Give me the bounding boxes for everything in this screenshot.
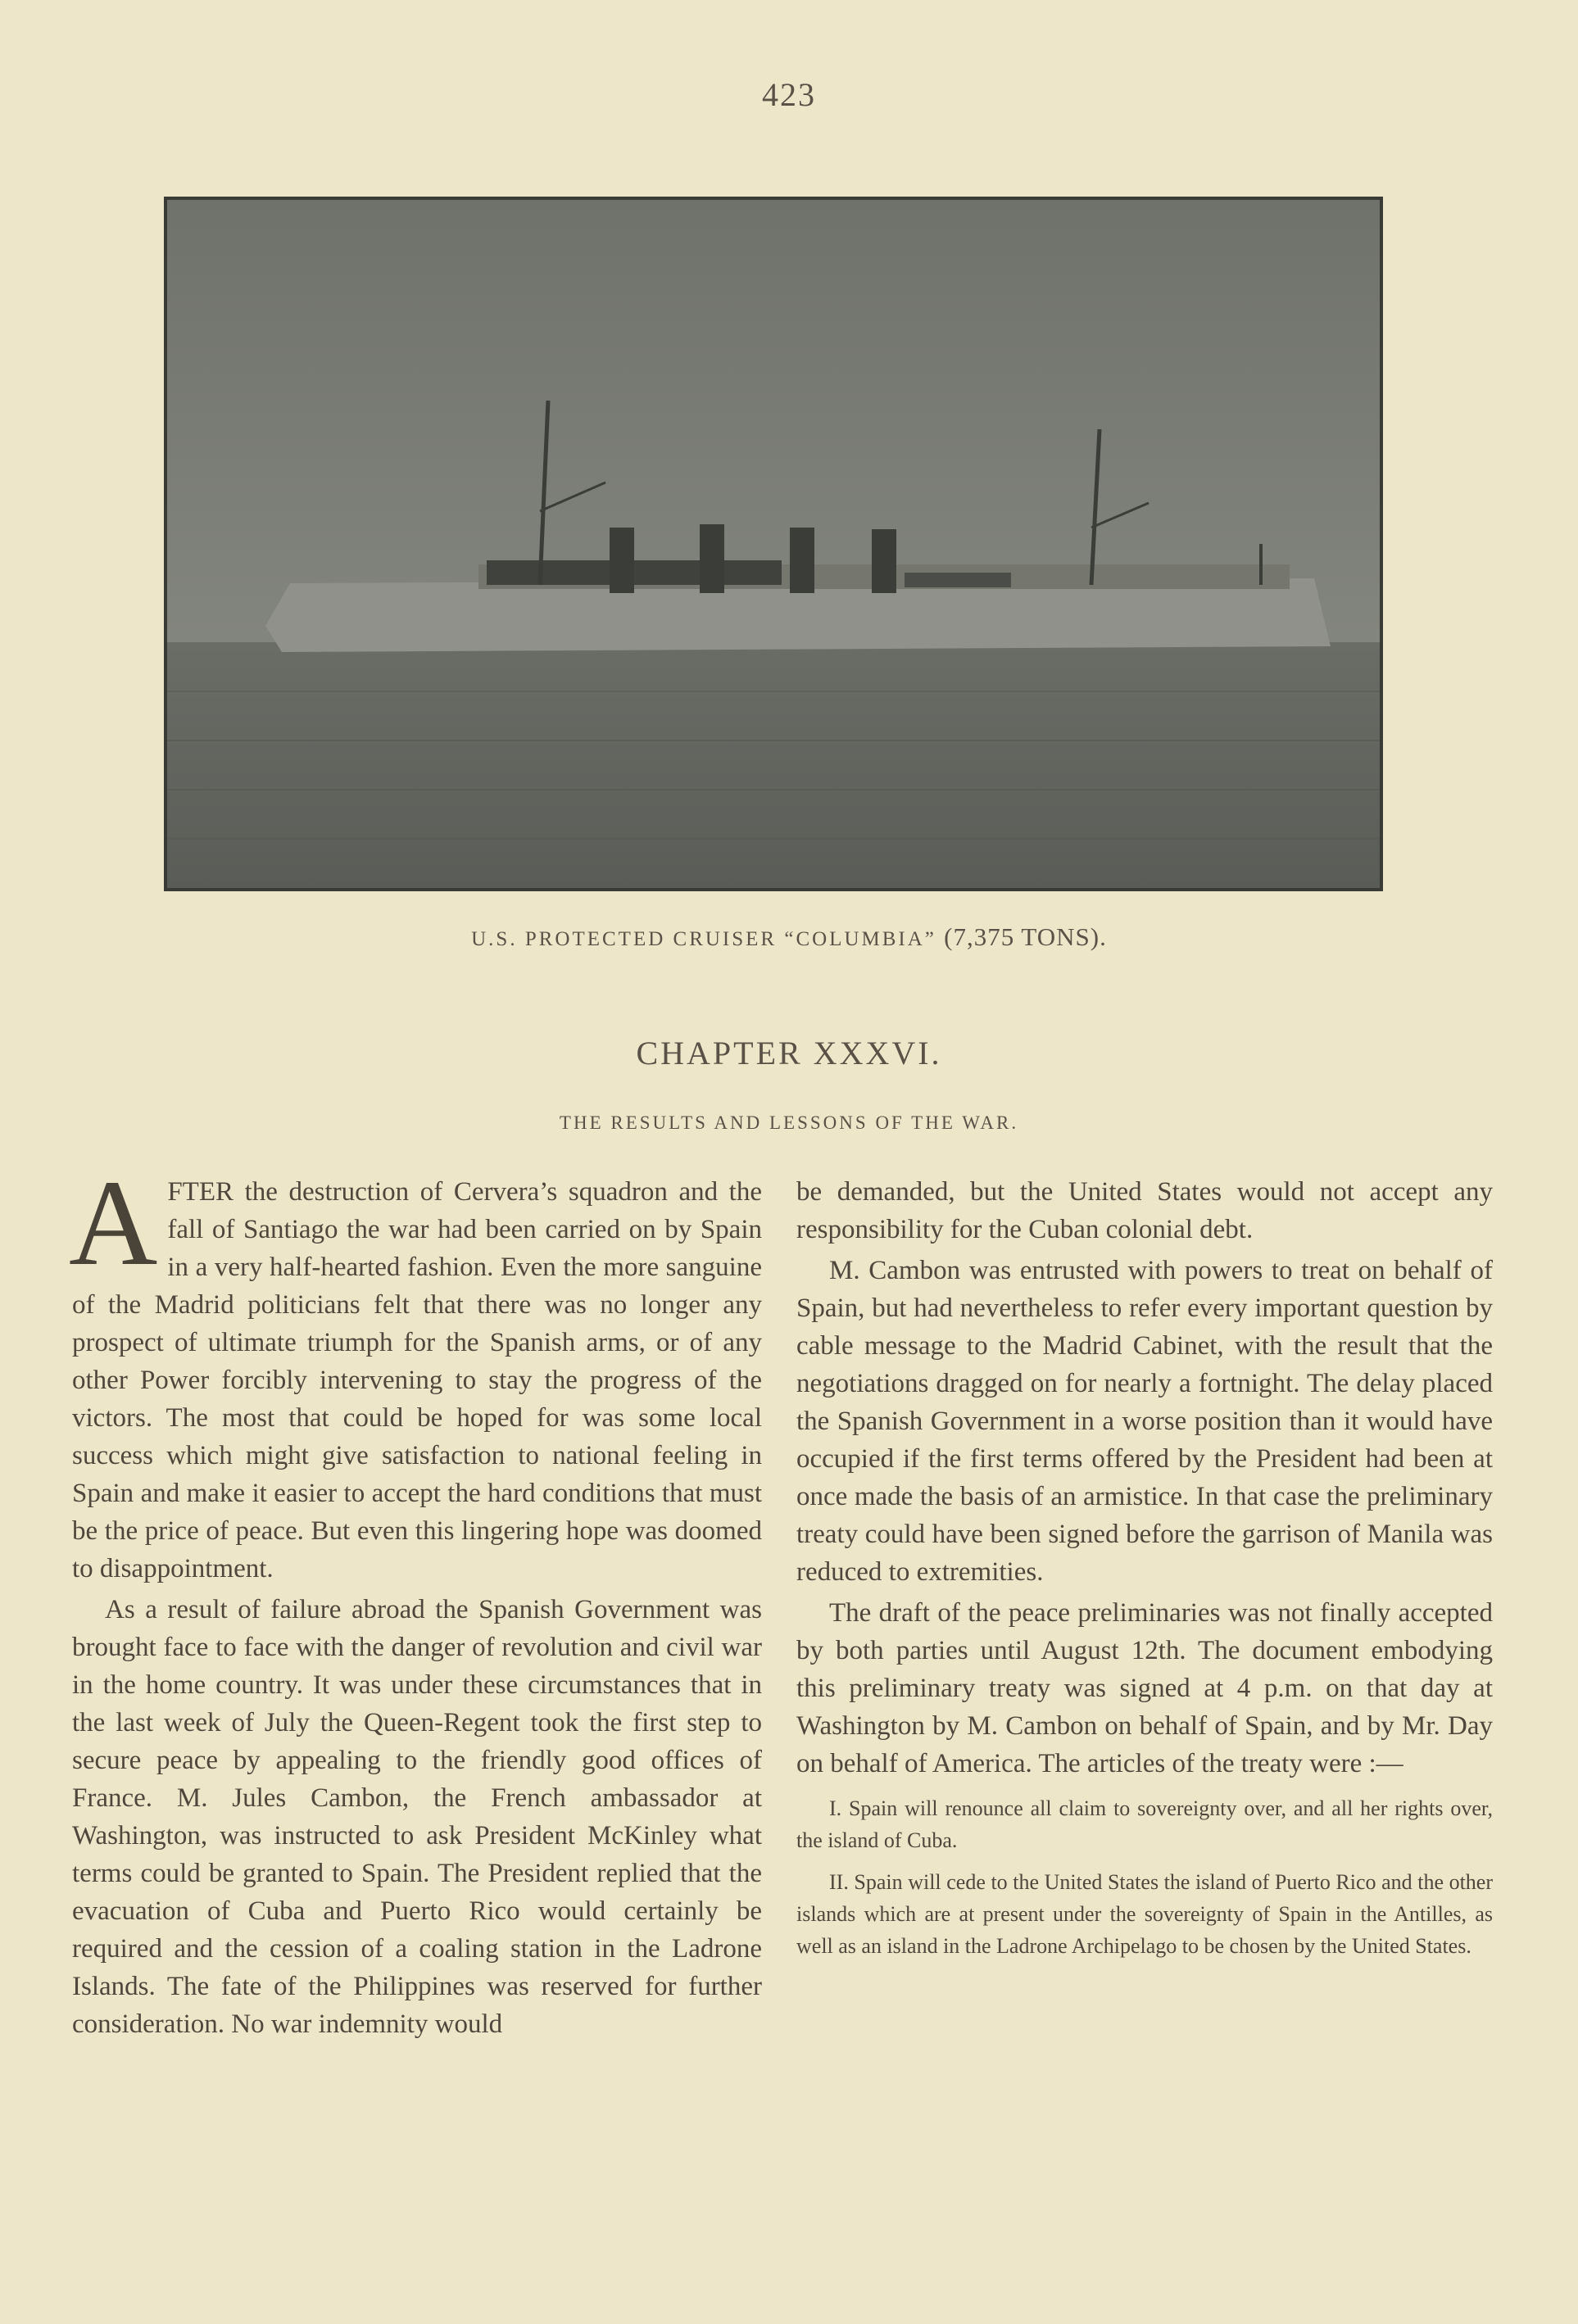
caption-text: U.S. PROTECTED CRUISER “COLUMBIA” (471, 928, 936, 950)
paragraph: M. Cambon was entrusted with powers to treat on behalf of Spain, but had nevertheless to refer every important question by cable message to the Madrid Cabinet, with the result that the negotiations dragged on for nearly a fortnight. The delay placed the Spanish Government in a worse position than it would have occupied if the first terms offered by the President had been at once made the basis of an armistice. In that case the preliminary treaty could have been signed before the garrison of Manila was reduced to extremities. (796, 1256, 1493, 1587)
right-column (796, 1173, 1493, 1962)
drop-cap: A (69, 1155, 158, 1291)
paragraph-continuation: be demanded, but the United States would not accept any responsibility for the Cuban colonial debt. (796, 1177, 1493, 1244)
treaty-article: I. Spain will renounce all claim to sovereignty over, and all her rights over, the island of Cuba. (796, 1796, 1493, 1852)
caption-tonnage: (7,375 TONS). (944, 922, 1107, 951)
paragraph: The draft of the peace preliminaries was not finally accepted by both parties until August 12th. The document embodying this preliminary treaty was signed at 4 p.m. on that day at Washington by M. Cambon on behalf of Spain, and by Mr. Day on behalf of America. The articles of the treaty were :— (796, 1598, 1493, 1778)
paragraph: As a result of failure abroad the Spanish Government was brought face to face with the danger of revolution and civil war in the home country. It was under these circumstances that in the last week of July the Queen-Regent took the first step to secure peace by appealing to the friendly good offices of France. M. Jules Cambon, the French ambassador at Washington, was instructed to ask President McKinley what terms could be granted to Spain. The President replied that the evacuation of Cuba and Puerto Rico would certainly be required and the cession of a coaling station in the Ladrone Islands. The fate of the Philippines was reserved for further consideration. No war indemnity would (72, 1595, 762, 2039)
treaty-article: II. Spain will cede to the United States the island of Puerto Rico and the other islands which are at present under the sovereignty of Spain in the Antilles, as well as an island in the Ladrone Archipelago to be chosen by the United States. (796, 1870, 1493, 1958)
funnel (790, 528, 814, 593)
cruiser-photograph (164, 197, 1383, 891)
paragraph (69, 1155, 762, 1588)
funnel (872, 529, 896, 593)
chapter-title: CHAPTER XXXVI. (636, 1035, 942, 1071)
funnel (700, 524, 724, 593)
photo-water (167, 642, 1380, 888)
figure-caption (0, 922, 1578, 952)
paragraph-text: FTER the destruction of Cervera’s squadron and the fall of Santiago the war had been carried on by Spain in a very half-hearted fashion. Even the more sanguine of the Madrid politicians felt that there was no longer any prospect of ultimate triumph for the Spanish arms, or of any other Power forcibly intervening to stay the progress of the victors. The most that could be hoped for was some local success which might give satisfaction to national feeling in Spain and make it easier to accept the hard conditions that must be the price of peace. But even this lingering hope was doomed to disappointment. (72, 1177, 762, 1583)
left-column (69, 1155, 762, 2043)
page-number: 423 (762, 76, 816, 113)
chapter-subtitle: THE RESULTS AND LESSONS OF THE WAR. (559, 1112, 1019, 1133)
funnel (610, 528, 634, 593)
